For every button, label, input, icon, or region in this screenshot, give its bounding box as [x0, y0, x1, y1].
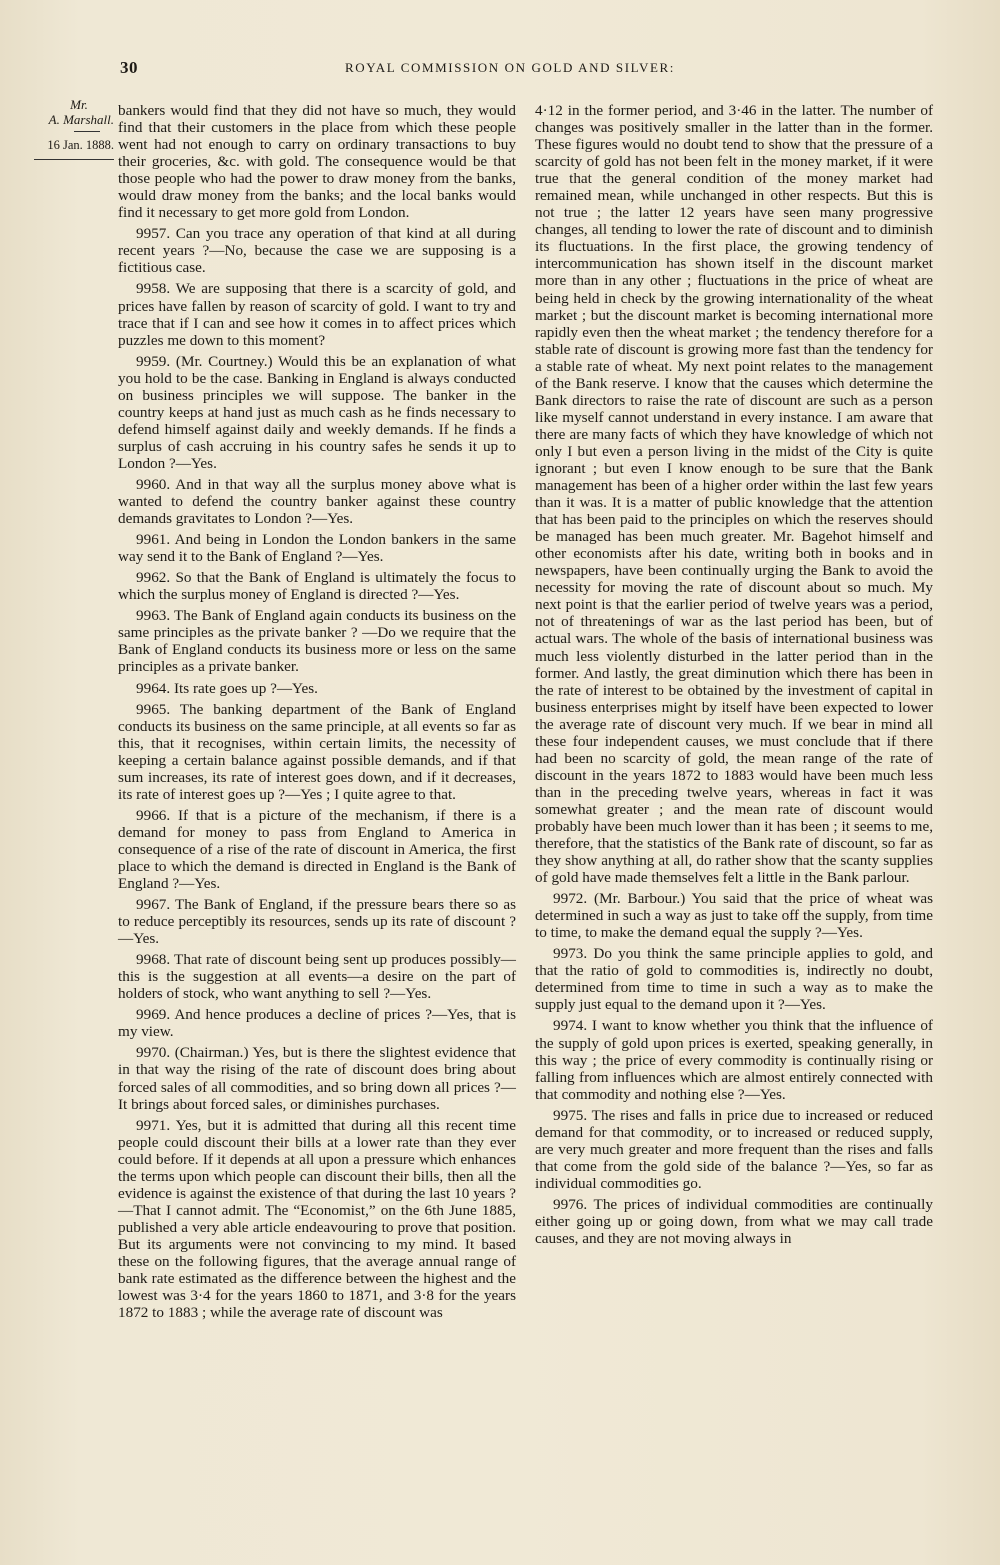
page-number: 30: [120, 58, 138, 77]
right-column: [535, 102, 933, 1249]
paragraph: 9976. The prices of individual commodities are continually either going up or going down, from what we may call trade causes, and they are not moving always in: [535, 1195, 933, 1248]
paragraph: 9968. That rate of discount being sent up produces possibly—this is the suggestion at all events—a desire on the part of holders of stock, who want anything to sell ?—Yes.: [118, 951, 516, 1003]
running-head: [120, 58, 940, 88]
left-column: [118, 102, 516, 1323]
paragraph: 9972. (Mr. Barbour.) You said that the price of wheat was determined in such a way as just to take off the supply, from time to time, to make the demand equal the supply ?—Yes.: [535, 890, 933, 942]
paragraph: 9962. So that the Bank of England is ultimately the focus to which the surplus money of England is directed ?—Yes.: [118, 569, 516, 604]
paragraph: 9971. Yes, but it is admitted that during all this recent time people could discount their bills at a lower rate than they ever could before. If it depends at all upon a pressure which enhances the terms upon which people can discount their bills, then all the evidence is against the existence of that during the last 10 years ?—That I cannot admit. The “Economist,” on the 6th June 1885, published a very able article endeavouring to prove that position. But its arguments were not convincing to my mind. It based these on the following figures, that the average annual range of bank rate estimated as the difference between the highest and the lowest was 3·4 for the years 1860 to 1871, and 3·8 for the years 1872 to 1883 ; while the average rate of discount was: [118, 1116, 516, 1322]
witness-date: 16 Jan. 1888.: [47, 138, 114, 152]
paragraph: 9970. (Chairman.) Yes, but is there the slightest evidence that in that way the rising of the rate of discount does bring about forced sales of all commodities, and so bring down all prices ?—It brings about forced sales, or diminishes purchases.: [118, 1044, 516, 1113]
paragraph: 9957. Can you trace any operation of that kind at all during recent years ?—No, because the case we are supposing is a fictitious case.: [118, 225, 516, 277]
paragraph: 9969. And hence produces a decline of prices ?—Yes, that is my view.: [118, 1006, 516, 1041]
margin-rule: [74, 131, 100, 132]
paragraph: 9973. Do you think the same principle applies to gold, and that the ratio of gold to commodities is, indirectly no doubt, determined from time to time in such a way as to make the supply just equal to the demand upon it ?—Yes.: [535, 945, 933, 1014]
witness-margin-note: [14, 97, 114, 160]
paragraph: 9959. (Mr. Courtney.) Would this be an explanation of what you hold to be the case. Banking in England is always conducted on business principles we will suppose. The banker in the country keeps at hand just as much cash as he finds necessary to defend himself against daily and weekly demands. If he finds a surplus of cash accruing in his country safes he sends it up to London ?—Yes.: [118, 352, 516, 472]
paragraph: 9961. And being in London the London bankers in the same way send it to the Bank of England ?—Yes.: [118, 531, 516, 566]
paragraph: 9967. The Bank of England, if the pressure bears there so as to reduce perceptibly its resources, sends up its rate of discount ?—Yes.: [118, 896, 516, 948]
paragraph: 9964. Its rate goes up ?—Yes.: [136, 679, 318, 697]
margin-rule-bottom: [34, 159, 114, 160]
paragraph: 9974. I want to know whether you think that the influence of the supply of gold upon prices is exerted, speaking generally, in this way ; the price of every commodity is continually rising or falling from influences which are almost entirely connected with that commodity and nothing else ?—Yes.: [535, 1017, 933, 1103]
paragraph: 4·12 in the former period, and 3·46 in the latter. The number of changes was positively smaller in the latter than in the former. These figures would no doubt tend to show that the pressure of a scarcity of gold has not been felt in the money market, if it were true that the general condition of the money market had remained mean, while unchanged in other respects. But this is not true ; the latter 12 years have seen many progressive changes, all tending to lower the rate of discount and to diminish its fluctuations. In the first place, the growing tendency of intercommunication has shown itself in the discount market more than in any other ; fluctuations in the price of wheat are being held in check by the growing internationality of the wheat market ; but the discount market is becoming international more rapidly even then the wheat market ; the tendency therefore for a stable rate of discount is growing more fast than the tendency for a stable rate of wheat. My next point relates to the management of the Bank reserve. I know that the causes which determine the Bank directors to raise the rate of discount are such as a person like myself cannot understand in every instance. I am aware that there are many facts of which they have knowledge of which not only I but even a person living in the midst of the City is quite ignorant ; but even I know enough to be sure that the Bank management has been of a higher order within the last few years than it was. It is a matter of public knowledge that the attention that has been paid to the principles on which the reserves should be managed has been much greater. Mr. Bagehot himself and other economists after his date, writing both in books and in newspapers, have been continually urging the Bank to avoid the necessity for moving the rate of discount about so much. My next point is that the earlier period of twelve years was a period, not of threatenings of war as the last period has been, but of actual wars. The whole of the basis of international business was much less violently disturbed in the latter period than in the former. And lastly, the great diminution which there has been in the rate of interest to be obtained by the investment of capital in business enterprises might by itself have been expected to lower the average rate of discount very much. If we bear in mind all these four independent causes, we must conclude that if there had been no scarcity of gold, the mean range of the rate of discount in the years 1872 to 1883 would have been much less than in the preceding twelve years, whereas in fact it was somewhat greater ; and the mean rate of discount would probably have been much lower than it has been ; it seems to me, therefore, that the statistics of the Bank rate of discount, so far as they show anything at all, do rather show that the scanty supplies of gold have made themselves felt a little in the Bank parlour.: [535, 102, 933, 887]
paragraph: 9963. The Bank of England again conducts its business on the same principles as the private banker ? —Do we require that the Bank of England conducts its business more or less on the same principles as a private banker.: [118, 607, 516, 676]
witness-prefix: Mr.: [70, 97, 88, 112]
paragraph: 9966. If that is a picture of the mechanism, if there is a demand for money to pass from England to America in consequence of a rise of the rate of discount in America, the first place to which the demand is directed in England is the Bank of England ?—Yes.: [118, 806, 516, 893]
page-header-title: ROYAL COMMISSION ON GOLD AND SILVER:: [345, 60, 676, 75]
paragraph: 9958. We are supposing that there is a scarcity of gold, and prices have fallen by reason of scarcity of gold. I want to try and trace that if I can and see how it comes in to affect prices which puzzles me down to this moment?: [118, 280, 516, 349]
paragraph: 9960. And in that way all the surplus money above what is wanted to defend the country banker against these country demands gravitates to London ?—Yes.: [118, 475, 516, 528]
paragraph: bankers would find that they did not have so much, they would find that their customers in the place from which these people went had not enough to carry on ordinary transactions to buy their groceries, &c. with gold. The consequence would be that those people who had the power to draw money from the banks, would draw money from the banks; and the local banks would find it necessary to get more gold from London.: [118, 102, 516, 222]
paragraph: 9975. The rises and falls in price due to increased or reduced demand for that commodity, or to increased or reduced supply, are very much greater and more frequent than the rises and falls that come from the gold side of the balance ?—Yes, so far as individual commodities go.: [535, 1106, 933, 1192]
witness-name: A. Marshall.: [48, 112, 114, 127]
paragraph: 9965. The banking department of the Bank of England conducts its business on the same principle, at all events so far as this, that it recognises, within certain limits, the necessity of keeping a certain balance against possible demands, and if that sum increases, its rate of interest goes down, and if it decreases, its rate of interest goes up ?—Yes ; I quite agree to that.: [118, 700, 516, 803]
